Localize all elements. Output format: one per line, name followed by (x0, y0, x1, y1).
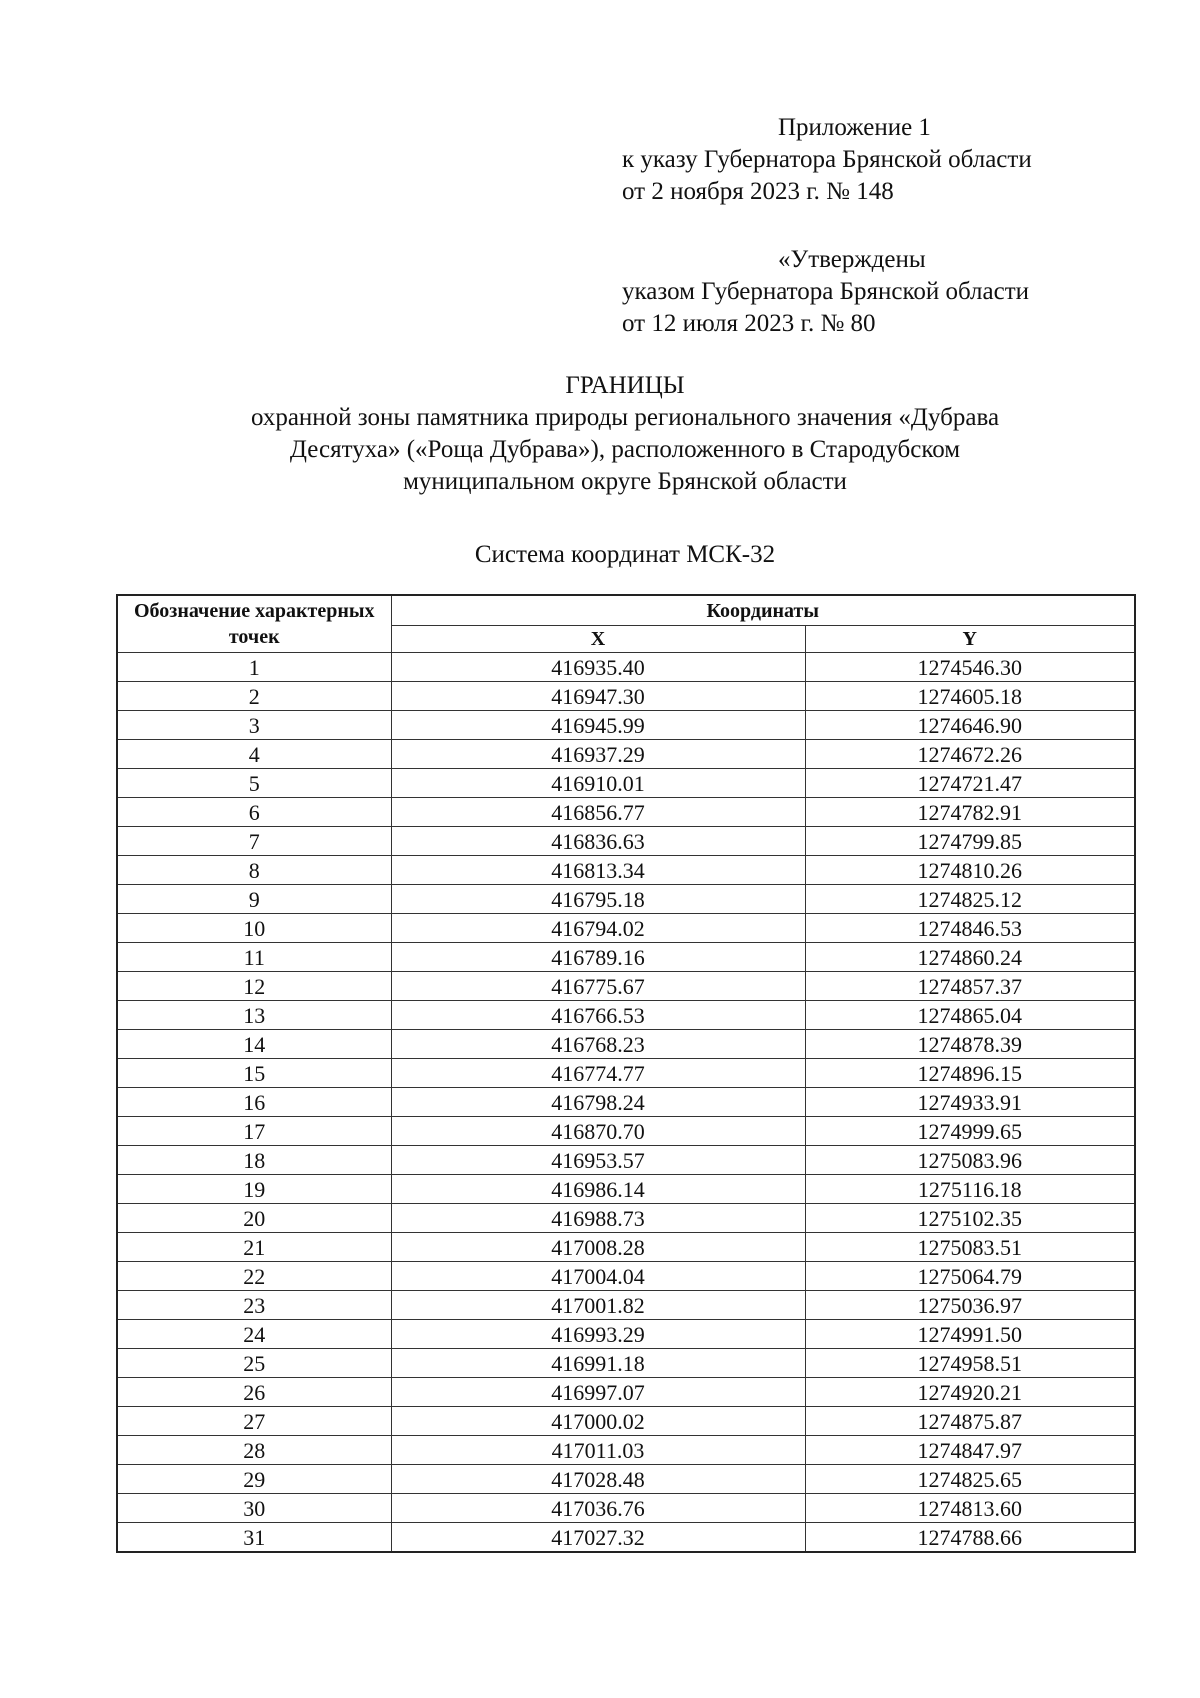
approved-line-1: «Утверждены (778, 246, 926, 273)
document-title (110, 370, 1140, 498)
y-coordinate-cell: 1275083.96 (805, 1146, 1135, 1175)
point-number-cell: 21 (117, 1233, 391, 1262)
x-coordinate-cell: 416789.16 (391, 943, 805, 972)
point-number-cell: 8 (117, 856, 391, 885)
point-number-cell: 22 (117, 1262, 391, 1291)
x-coordinate-cell: 416986.14 (391, 1175, 805, 1204)
x-coordinate-cell: 417008.28 (391, 1233, 805, 1262)
coordinates-header: Координаты (391, 595, 1135, 626)
table-row (117, 1523, 1135, 1553)
x-coordinate-cell: 417028.48 (391, 1465, 805, 1494)
point-number-cell: 17 (117, 1117, 391, 1146)
x-coordinate-cell: 416991.18 (391, 1349, 805, 1378)
coordinates-table (116, 594, 1136, 1553)
coordinate-system: Система координат МСК-32 (474, 541, 776, 568)
x-coordinate-cell: 416937.29 (391, 740, 805, 769)
x-coordinate-cell: 416935.40 (391, 653, 805, 682)
table-row (117, 1117, 1135, 1146)
y-coordinate-cell: 1275036.97 (805, 1291, 1135, 1320)
y-coordinate-cell: 1274813.60 (805, 1494, 1135, 1523)
point-number-cell: 3 (117, 711, 391, 740)
approved-line-2: указом Губернатора Брянской области (622, 278, 1030, 305)
x-coordinate-cell: 416795.18 (391, 885, 805, 914)
y-coordinate-cell: 1274847.97 (805, 1436, 1135, 1465)
y-coordinate-cell: 1274860.24 (805, 943, 1135, 972)
point-column-header: Обозначение характерных точек (117, 595, 391, 653)
x-coordinate-cell: 416768.23 (391, 1030, 805, 1059)
table-row (117, 972, 1135, 1001)
table-row (117, 798, 1135, 827)
point-number-cell: 24 (117, 1320, 391, 1349)
y-coordinate-cell: 1274721.47 (805, 769, 1135, 798)
table-row (117, 1378, 1135, 1407)
title-heading: ГРАНИЦЫ (565, 372, 685, 399)
approved-block (622, 244, 1029, 340)
y-coordinate-cell: 1274878.39 (805, 1030, 1135, 1059)
x-coordinate-cell: 416945.99 (391, 711, 805, 740)
y-coordinate-cell: 1274865.04 (805, 1001, 1135, 1030)
table-row (117, 1030, 1135, 1059)
y-coordinate-cell: 1275102.35 (805, 1204, 1135, 1233)
point-number-cell: 20 (117, 1204, 391, 1233)
table-row (117, 1291, 1135, 1320)
y-coordinate-cell: 1274810.26 (805, 856, 1135, 885)
x-column-header: X (391, 626, 805, 653)
table-row (117, 1262, 1135, 1291)
table-row (117, 1320, 1135, 1349)
x-coordinate-cell: 416910.01 (391, 769, 805, 798)
point-number-cell: 27 (117, 1407, 391, 1436)
point-number-cell: 11 (117, 943, 391, 972)
y-coordinate-cell: 1274933.91 (805, 1088, 1135, 1117)
table-row (117, 1494, 1135, 1523)
point-number-cell: 25 (117, 1349, 391, 1378)
x-coordinate-cell: 416775.67 (391, 972, 805, 1001)
x-coordinate-cell: 416856.77 (391, 798, 805, 827)
table-row (117, 1436, 1135, 1465)
point-number-cell: 14 (117, 1030, 391, 1059)
y-coordinate-cell: 1275064.79 (805, 1262, 1135, 1291)
y-coordinate-cell: 1274920.21 (805, 1378, 1135, 1407)
x-coordinate-cell: 417011.03 (391, 1436, 805, 1465)
title-line-2: Десятуха» («Роща Дубрава»), расположенного в Стародубском (289, 436, 961, 463)
x-coordinate-cell: 417004.04 (391, 1262, 805, 1291)
x-coordinate-cell: 416836.63 (391, 827, 805, 856)
x-coordinate-cell: 417036.76 (391, 1494, 805, 1523)
y-coordinate-cell: 1274999.65 (805, 1117, 1135, 1146)
table-row (117, 1175, 1135, 1204)
table-row (117, 1088, 1135, 1117)
y-column-header: Y (805, 626, 1135, 653)
point-number-cell: 29 (117, 1465, 391, 1494)
table-row (117, 711, 1135, 740)
x-coordinate-cell: 417001.82 (391, 1291, 805, 1320)
appendix-line-1: Приложение 1 (778, 114, 931, 141)
table-row (117, 914, 1135, 943)
y-coordinate-cell: 1274782.91 (805, 798, 1135, 827)
appendix-line-2: к указу Губернатора Брянской области (622, 146, 1032, 173)
y-coordinate-cell: 1274857.37 (805, 972, 1135, 1001)
title-line-1: охранной зоны памятника природы регионального значения «Дубрава (250, 404, 1000, 431)
table-row (117, 856, 1135, 885)
x-coordinate-cell: 416947.30 (391, 682, 805, 711)
appendix-line-3: от 2 ноября 2023 г. № 148 (622, 178, 894, 205)
y-coordinate-cell: 1274875.87 (805, 1407, 1135, 1436)
x-coordinate-cell: 417027.32 (391, 1523, 805, 1553)
table-row (117, 1204, 1135, 1233)
table-row (117, 1146, 1135, 1175)
table-row (117, 885, 1135, 914)
y-coordinate-cell: 1274896.15 (805, 1059, 1135, 1088)
y-coordinate-cell: 1274788.66 (805, 1523, 1135, 1553)
table-row (117, 943, 1135, 972)
point-number-cell: 28 (117, 1436, 391, 1465)
title-line-3: муниципальном округе Брянской области (403, 468, 847, 495)
x-coordinate-cell: 416794.02 (391, 914, 805, 943)
x-coordinate-cell: 416774.77 (391, 1059, 805, 1088)
y-coordinate-cell: 1274546.30 (805, 653, 1135, 682)
x-coordinate-cell: 416997.07 (391, 1378, 805, 1407)
table-row (117, 740, 1135, 769)
table-row (117, 1349, 1135, 1378)
x-coordinate-cell: 416813.34 (391, 856, 805, 885)
point-number-cell: 1 (117, 653, 391, 682)
point-number-cell: 30 (117, 1494, 391, 1523)
x-coordinate-cell: 416798.24 (391, 1088, 805, 1117)
table-row (117, 1001, 1135, 1030)
x-coordinate-cell: 417000.02 (391, 1407, 805, 1436)
x-coordinate-cell: 416766.53 (391, 1001, 805, 1030)
point-number-cell: 10 (117, 914, 391, 943)
y-coordinate-cell: 1274846.53 (805, 914, 1135, 943)
table-row (117, 653, 1135, 682)
table-row (117, 769, 1135, 798)
point-number-cell: 26 (117, 1378, 391, 1407)
point-number-cell: 19 (117, 1175, 391, 1204)
point-number-cell: 5 (117, 769, 391, 798)
point-number-cell: 6 (117, 798, 391, 827)
approved-line-3: от 12 июля 2023 г. № 80 (622, 310, 876, 337)
table-row (117, 827, 1135, 856)
point-number-cell: 15 (117, 1059, 391, 1088)
x-coordinate-cell: 416988.73 (391, 1204, 805, 1233)
table-row (117, 1059, 1135, 1088)
table-row (117, 682, 1135, 711)
appendix-block (622, 112, 1032, 208)
table-row (117, 1233, 1135, 1262)
point-number-cell: 9 (117, 885, 391, 914)
y-coordinate-cell: 1274672.26 (805, 740, 1135, 769)
x-coordinate-cell: 416870.70 (391, 1117, 805, 1146)
y-coordinate-cell: 1274646.90 (805, 711, 1135, 740)
y-coordinate-cell: 1274958.51 (805, 1349, 1135, 1378)
table-row (117, 1465, 1135, 1494)
x-coordinate-cell: 416953.57 (391, 1146, 805, 1175)
y-coordinate-cell: 1274799.85 (805, 827, 1135, 856)
point-number-cell: 16 (117, 1088, 391, 1117)
y-coordinate-cell: 1275116.18 (805, 1175, 1135, 1204)
point-number-cell: 4 (117, 740, 391, 769)
point-number-cell: 31 (117, 1523, 391, 1553)
table-row (117, 1407, 1135, 1436)
point-number-cell: 12 (117, 972, 391, 1001)
y-coordinate-cell: 1274605.18 (805, 682, 1135, 711)
y-coordinate-cell: 1274825.65 (805, 1465, 1135, 1494)
y-coordinate-cell: 1275083.51 (805, 1233, 1135, 1262)
point-number-cell: 7 (117, 827, 391, 856)
point-number-cell: 18 (117, 1146, 391, 1175)
point-number-cell: 2 (117, 682, 391, 711)
y-coordinate-cell: 1274991.50 (805, 1320, 1135, 1349)
point-number-cell: 23 (117, 1291, 391, 1320)
y-coordinate-cell: 1274825.12 (805, 885, 1135, 914)
point-number-cell: 13 (117, 1001, 391, 1030)
x-coordinate-cell: 416993.29 (391, 1320, 805, 1349)
